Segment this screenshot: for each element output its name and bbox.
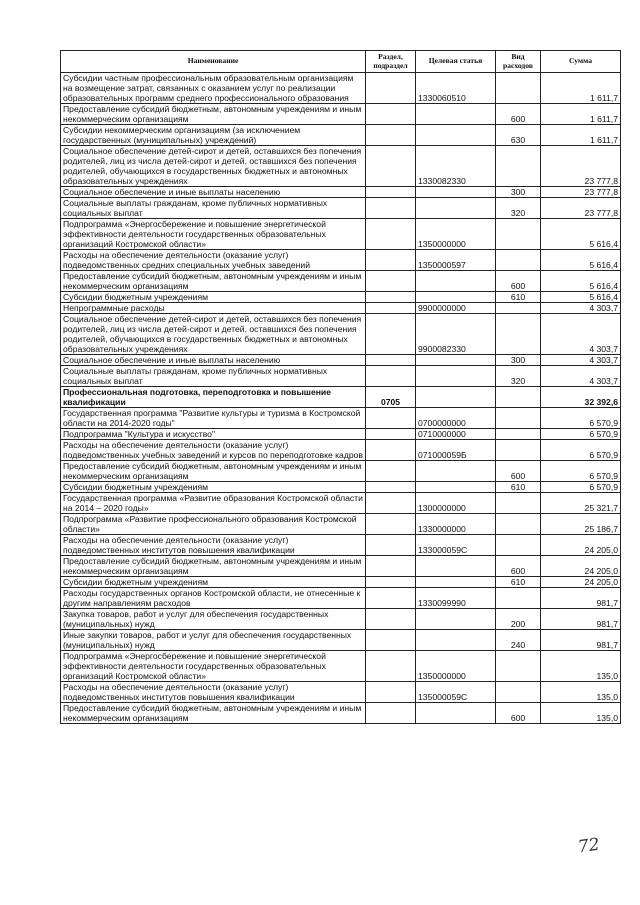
table-row (61, 219, 621, 250)
cell-sum: 5 616,4 (541, 271, 621, 292)
header-sum: Сумма (541, 51, 621, 73)
cell-section (366, 482, 416, 493)
cell-target (416, 271, 496, 292)
cell-target: 1300000000 (416, 493, 496, 514)
cell-name: Иные закупки товаров, работ и услуг для обеспечения государственных (муниципальных) нужд (61, 630, 366, 651)
cell-name: Государственная программа "Развитие культуры и туризма в Костромской области на 2014-2020 годы" (61, 408, 366, 429)
cell-type (496, 588, 541, 609)
cell-section (366, 682, 416, 703)
cell-section (366, 219, 416, 250)
cell-sum: 981,7 (541, 609, 621, 630)
cell-target: 9900000000 (416, 303, 496, 314)
cell-section (366, 556, 416, 577)
cell-section (366, 355, 416, 366)
cell-type: 300 (496, 355, 541, 366)
cell-target (416, 387, 496, 408)
cell-target (416, 355, 496, 366)
cell-type (496, 682, 541, 703)
cell-type (496, 535, 541, 556)
cell-section (366, 73, 416, 104)
table-row (61, 588, 621, 609)
cell-type (496, 440, 541, 461)
cell-name: Государственная программа «Развитие образования Костромской области на 2014 – 2020 годы» (61, 493, 366, 514)
cell-type: 610 (496, 577, 541, 588)
cell-type: 630 (496, 125, 541, 146)
cell-name: Социальное обеспечение детей-сирот и детей, оставшихся без попечения родителей, лиц из числа детей-сирот и детей, оставшихся без попечения родителей, обучающихся в государственных бюджетных и автономных образовательных учреждениях (61, 146, 366, 187)
cell-section (366, 104, 416, 125)
cell-sum: 5 616,4 (541, 250, 621, 271)
cell-name: Расходы государственных органов Костромской области, не отнесенные к другим направлениям расходов (61, 588, 366, 609)
cell-type (496, 408, 541, 429)
cell-type (496, 493, 541, 514)
cell-target: 1350000000 (416, 219, 496, 250)
cell-section (366, 198, 416, 219)
table-row (61, 314, 621, 355)
cell-sum: 1 611,7 (541, 125, 621, 146)
budget-table-sheet (60, 50, 620, 724)
cell-sum: 5 616,4 (541, 219, 621, 250)
table-row (61, 609, 621, 630)
table-row (61, 198, 621, 219)
table-row (61, 387, 621, 408)
cell-target (416, 482, 496, 493)
cell-type: 610 (496, 482, 541, 493)
table-row (61, 355, 621, 366)
cell-target: 0700000000 (416, 408, 496, 429)
cell-type: 610 (496, 292, 541, 303)
cell-name: Социальные выплаты гражданам, кроме публичных нормативных социальных выплат (61, 366, 366, 387)
cell-section (366, 125, 416, 146)
cell-type (496, 314, 541, 355)
cell-type (496, 250, 541, 271)
table-row (61, 187, 621, 198)
cell-name: Социальное обеспечение и иные выплаты населению (61, 355, 366, 366)
table-row (61, 366, 621, 387)
cell-section (366, 588, 416, 609)
table-row (61, 440, 621, 461)
table-row (61, 125, 621, 146)
cell-name: Субсидии некоммерческим организациям (за исключением государственных (муниципальных) учреждений) (61, 125, 366, 146)
cell-target (416, 104, 496, 125)
cell-target (416, 703, 496, 724)
cell-name: Социальное обеспечение и иные выплаты населению (61, 187, 366, 198)
header-target: Целевая статья (416, 51, 496, 73)
cell-target (416, 556, 496, 577)
cell-section (366, 271, 416, 292)
cell-target (416, 198, 496, 219)
cell-name: Субсидии частным профессиональным образовательным организациям на возмещение затрат, связанных с оказанием услуг по реализации образовательных программ среднего профессионального образования (61, 73, 366, 104)
table-row (61, 408, 621, 429)
cell-section (366, 609, 416, 630)
table-row (61, 482, 621, 493)
cell-type: 600 (496, 271, 541, 292)
table-row (61, 651, 621, 682)
cell-target: 1330000000 (416, 514, 496, 535)
cell-name: Расходы на обеспечение деятельности (оказание услуг) подведомственных институтов повышения квалификации (61, 682, 366, 703)
cell-sum: 135,0 (541, 703, 621, 724)
cell-type: 240 (496, 630, 541, 651)
cell-target: 1350000000 (416, 651, 496, 682)
cell-section (366, 146, 416, 187)
cell-type (496, 651, 541, 682)
cell-name: Предоставление субсидий бюджетным, автономным учреждениям и иным некоммерческим организациям (61, 556, 366, 577)
table-row (61, 703, 621, 724)
cell-sum: 6 570,9 (541, 440, 621, 461)
cell-sum: 25 321,7 (541, 493, 621, 514)
cell-sum: 23 777,8 (541, 187, 621, 198)
cell-section (366, 461, 416, 482)
cell-target: 135000059С (416, 682, 496, 703)
cell-target (416, 630, 496, 651)
cell-sum: 4 303,7 (541, 314, 621, 355)
cell-type: 600 (496, 461, 541, 482)
cell-name: Субсидии бюджетным учреждениям (61, 482, 366, 493)
cell-sum: 135,0 (541, 651, 621, 682)
cell-name: Подпрограмма «Энергосбережение и повышение энергетической эффективности деятельности государственных образовательных организаций Костромской области» (61, 651, 366, 682)
cell-type: 320 (496, 198, 541, 219)
table-row (61, 535, 621, 556)
cell-name: Профессиональная подготовка, переподготовка и повышение квалификации (61, 387, 366, 408)
cell-section (366, 630, 416, 651)
cell-section (366, 651, 416, 682)
cell-name: Субсидии бюджетным учреждениям (61, 577, 366, 588)
cell-target: 133000059С (416, 535, 496, 556)
table-row (61, 461, 621, 482)
cell-section (366, 535, 416, 556)
cell-sum: 1 611,7 (541, 73, 621, 104)
cell-sum: 6 570,9 (541, 408, 621, 429)
cell-sum: 24 205,0 (541, 577, 621, 588)
cell-name: Подпрограмма "Культура и искусство" (61, 429, 366, 440)
cell-section (366, 440, 416, 461)
cell-name: Непрограммные расходы (61, 303, 366, 314)
cell-name: Социальные выплаты гражданам, кроме публичных нормативных социальных выплат (61, 198, 366, 219)
cell-target: 0710000000 (416, 429, 496, 440)
cell-section (366, 187, 416, 198)
cell-name: Субсидии бюджетным учреждениям (61, 292, 366, 303)
cell-name: Расходы на обеспечение деятельности (оказание услуг) подведомственных институтов повышения квалификации (61, 535, 366, 556)
cell-target (416, 577, 496, 588)
cell-target (416, 609, 496, 630)
cell-type: 200 (496, 609, 541, 630)
table-row (61, 73, 621, 104)
cell-name: Предоставление субсидий бюджетным, автономным учреждениям и иным некоммерческим организациям (61, 461, 366, 482)
cell-type (496, 514, 541, 535)
cell-name: Расходы на обеспечение деятельности (оказание услуг) подведомственных средних специальных учебных заведений (61, 250, 366, 271)
cell-section (366, 292, 416, 303)
cell-target: 1330082330 (416, 146, 496, 187)
cell-target: 1350000597 (416, 250, 496, 271)
table-row (61, 577, 621, 588)
budget-table (60, 50, 621, 724)
cell-sum: 6 570,9 (541, 461, 621, 482)
table-row (61, 429, 621, 440)
header-name: Наименование (61, 51, 366, 73)
cell-sum: 981,7 (541, 588, 621, 609)
cell-sum: 6 570,9 (541, 429, 621, 440)
cell-type (496, 303, 541, 314)
cell-type: 600 (496, 556, 541, 577)
cell-sum: 24 205,0 (541, 556, 621, 577)
cell-name: Предоставление субсидий бюджетным, автономным учреждениям и иным некоммерческим организациям (61, 703, 366, 724)
cell-type: 600 (496, 703, 541, 724)
cell-section (366, 250, 416, 271)
cell-type (496, 219, 541, 250)
cell-section (366, 366, 416, 387)
cell-target: 9900082330 (416, 314, 496, 355)
cell-target: 1330060510 (416, 73, 496, 104)
cell-target (416, 187, 496, 198)
table-row (61, 630, 621, 651)
cell-section (366, 577, 416, 588)
cell-section (366, 303, 416, 314)
cell-type: 600 (496, 104, 541, 125)
table-row (61, 271, 621, 292)
cell-sum: 32 392,6 (541, 387, 621, 408)
cell-type: 300 (496, 187, 541, 198)
table-header-row (61, 51, 621, 73)
cell-sum: 1 611,7 (541, 104, 621, 125)
table-row (61, 303, 621, 314)
cell-target (416, 366, 496, 387)
page-number: 72 (576, 834, 601, 858)
cell-target (416, 292, 496, 303)
table-row (61, 146, 621, 187)
table-row (61, 514, 621, 535)
cell-section (366, 514, 416, 535)
cell-target: 1330099990 (416, 588, 496, 609)
cell-type: 320 (496, 366, 541, 387)
cell-target (416, 461, 496, 482)
cell-sum: 5 616,4 (541, 292, 621, 303)
cell-type (496, 146, 541, 187)
cell-section (366, 703, 416, 724)
cell-name: Предоставление субсидий бюджетным, автономным учреждениям и иным некоммерческим организациям (61, 271, 366, 292)
table-row (61, 493, 621, 514)
cell-section (366, 314, 416, 355)
cell-target: 071000059Б (416, 440, 496, 461)
cell-section: 0705 (366, 387, 416, 408)
cell-type (496, 429, 541, 440)
cell-name: Подпрограмма «Развитие профессионального образования Костромской области» (61, 514, 366, 535)
cell-sum: 23 777,8 (541, 198, 621, 219)
cell-section (366, 493, 416, 514)
cell-type (496, 73, 541, 104)
table-body (61, 73, 621, 724)
table-row (61, 250, 621, 271)
cell-sum: 981,7 (541, 630, 621, 651)
table-row (61, 556, 621, 577)
cell-section (366, 429, 416, 440)
cell-name: Подпрограмма «Энергосбережение и повышение энергетической эффективности деятельности государственных образовательных организаций Костромской области» (61, 219, 366, 250)
cell-sum: 25 186,7 (541, 514, 621, 535)
cell-sum: 4 303,7 (541, 366, 621, 387)
cell-sum: 4 303,7 (541, 355, 621, 366)
header-type: Вид расходов (496, 51, 541, 73)
cell-sum: 135,0 (541, 682, 621, 703)
cell-sum: 23 777,8 (541, 146, 621, 187)
cell-name: Расходы на обеспечение деятельности (оказание услуг) подведомственных учебных заведений и курсов по переподготовке кадров (61, 440, 366, 461)
cell-name: Социальное обеспечение детей-сирот и детей, оставшихся без попечения родителей, лиц из числа детей-сирот и детей, оставшихся без попечения родителей, обучающихся в государственных бюджетных и автономных образовательных учреждениях (61, 314, 366, 355)
cell-type (496, 387, 541, 408)
cell-name: Закупка товаров, работ и услуг для обеспечения государственных (муниципальных) нужд (61, 609, 366, 630)
table-row (61, 682, 621, 703)
table-row (61, 104, 621, 125)
cell-sum: 24 205,0 (541, 535, 621, 556)
cell-sum: 6 570,9 (541, 482, 621, 493)
header-section: Раздел, подраздел (366, 51, 416, 73)
cell-section (366, 408, 416, 429)
cell-sum: 4 303,7 (541, 303, 621, 314)
cell-target (416, 125, 496, 146)
table-row (61, 292, 621, 303)
cell-name: Предоставление субсидий бюджетным, автономным учреждениям и иным некоммерческим организациям (61, 104, 366, 125)
